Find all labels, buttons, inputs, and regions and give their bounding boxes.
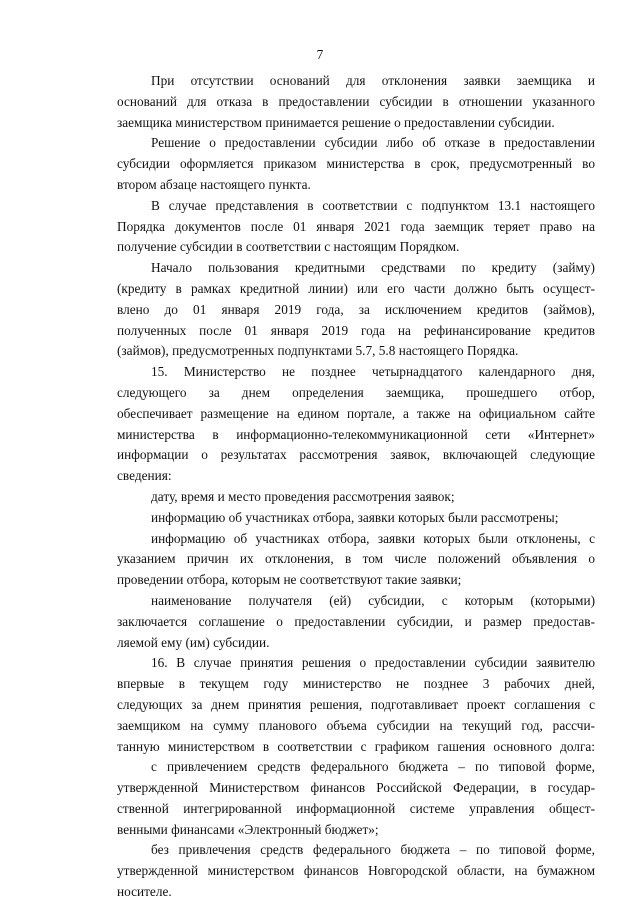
text-line: втором абзаце настоящего пункта. xyxy=(117,176,311,192)
text-line: ляемой ему (им) субсидии. xyxy=(117,634,270,650)
text-line: полученных после 01 января 2019 года на рефинансирование кредитов xyxy=(117,322,595,338)
text-line: ственной интегрированной информационной системе управления общест- xyxy=(117,800,595,816)
text-line: обеспечивает размещение на едином портале, а также на официальном сайте xyxy=(117,405,595,421)
text-line: носителе. xyxy=(117,884,172,900)
text-line: Начало пользования кредитными средствами по кредиту (займу) xyxy=(151,260,595,276)
text-line: информацию об участниках отбора, заявки которых были рассмотрены; xyxy=(151,509,559,525)
text-line: 16. В случае принятия решения о предоставлении субсидии заявителю xyxy=(151,655,595,671)
text-line: заемщика министерством принимается решение о предоставлении субсидии. xyxy=(117,114,555,130)
text-line: наименование получателя (ей) субсидии, с которым (которыми) xyxy=(151,592,595,608)
text-line: 15. Министерство не позднее четырнадцатого календарного дня, xyxy=(151,364,595,380)
text-line: следующего за днем определения заемщика, прошедшего отбор, xyxy=(117,384,595,400)
text-line: Решение о предоставлении субсидии либо об отказе в предоставлении xyxy=(151,135,595,151)
text-line: венными финансами «Электронный бюджет»; xyxy=(117,821,379,837)
text-line: влено до 01 января 2019 года, за исключением кредитов (займов), xyxy=(117,301,595,317)
text-line: При отсутствии оснований для отклонения заявки заемщика и xyxy=(151,73,595,88)
text-line: проведении отбора, которым не соответствуют такие заявки; xyxy=(117,572,462,588)
text-line: (кредиту в рамках кредитной линии) или его части должно быть осущест- xyxy=(117,280,595,296)
text-line: информации о результатах рассмотрения заявок, включающей следующие xyxy=(117,447,595,463)
text-line: Порядка документов после 01 января 2021 года заемщик теряет право на xyxy=(117,218,595,234)
text-line: следующих за днем принятия решения, подготавливает проект соглашения с xyxy=(117,696,595,712)
text-line: сведения: xyxy=(117,468,172,484)
text-line: утвержденной Министерством финансов Российской Федерации, в государ- xyxy=(117,780,595,796)
text-line: получение субсидии в соответствии с настоящим Порядком. xyxy=(117,239,460,255)
text-line: с привлечением средств федерального бюджета – по типовой форме, xyxy=(151,759,595,775)
text-line: информацию об участниках отбора, заявки которых были отклонены, с xyxy=(151,530,595,546)
text-line: указанием причин их отклонения, в том числе положений объявления о xyxy=(117,551,595,567)
text-line: В случае представления в соответствии с подпунктом 13.1 настоящего xyxy=(151,197,595,213)
text-line: впервые в текущем году министерство не позднее 3 рабочих дней, xyxy=(117,676,595,692)
body-text xyxy=(117,71,595,903)
text-line: заемщиком на сумму планового объема субсидии на текущий год, рассчи- xyxy=(117,717,595,733)
text-line: танную министерством в соответствии с графиком гашения основного долга: xyxy=(117,738,595,754)
text-line: субсидии оформляется приказом министерства в срок, предусмотренный во xyxy=(117,156,595,172)
text-line: (займов), предусмотренных подпунктами 5.7, 5.8 настоящего Порядка. xyxy=(117,343,519,359)
text-line: заключается соглашение о предоставлении субсидии, и размер предостав- xyxy=(117,613,595,629)
text-line: утвержденной министерством финансов Новгородской области, на бумажном xyxy=(117,863,595,879)
text-line: оснований для отказа в предоставлении субсидии в отношении указанного xyxy=(117,93,595,109)
page-number: 7 xyxy=(316,47,324,62)
text-line: министерства в информационно-телекоммуникационной сети «Интернет» xyxy=(117,426,595,442)
text-line: без привлечения средств федерального бюджета – по типовой форме, xyxy=(151,842,595,858)
text-line: дату, время и место проведения рассмотрения заявок; xyxy=(151,488,455,504)
